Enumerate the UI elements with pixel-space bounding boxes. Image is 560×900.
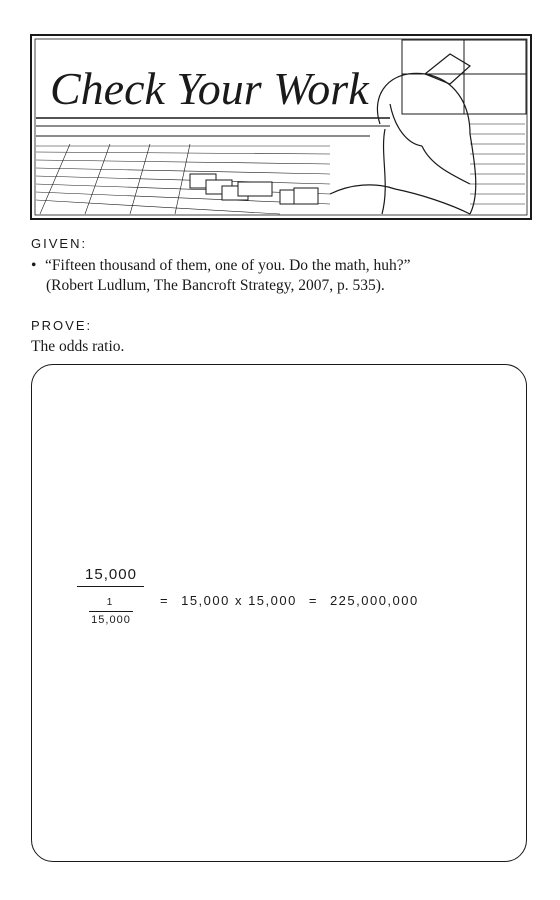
given-label: GIVEN: bbox=[31, 236, 88, 251]
sub-fraction-numerator: 1 bbox=[106, 597, 114, 608]
product-expression: 15,000 x 15,000 bbox=[181, 593, 297, 608]
equals-sign-1: = bbox=[160, 593, 170, 608]
sub-fraction-denominator: 15,000 bbox=[91, 614, 131, 626]
fraction-numerator: 15,000 bbox=[85, 566, 137, 583]
prove-label: PROVE: bbox=[31, 318, 93, 333]
bullet-marker: • bbox=[31, 257, 37, 274]
prove-text: The odds ratio. bbox=[31, 338, 125, 355]
sub-fraction-bar bbox=[89, 611, 133, 612]
equals-sign-2: = bbox=[308, 593, 318, 608]
header-title: Check Your Work bbox=[50, 63, 369, 114]
equation-rhs bbox=[160, 593, 431, 608]
given-citation: (Robert Ludlum, The Bancroft Strategy, 2007, p. 535). bbox=[46, 277, 385, 294]
result-value: 225,000,000 bbox=[329, 593, 419, 608]
given-quote-line bbox=[31, 256, 410, 276]
header-illustration bbox=[30, 34, 532, 220]
fraction-bar bbox=[77, 586, 144, 587]
work-area bbox=[31, 364, 527, 862]
given-quote: “Fifteen thousand of them, one of you. Do the math, huh?” bbox=[45, 257, 411, 274]
